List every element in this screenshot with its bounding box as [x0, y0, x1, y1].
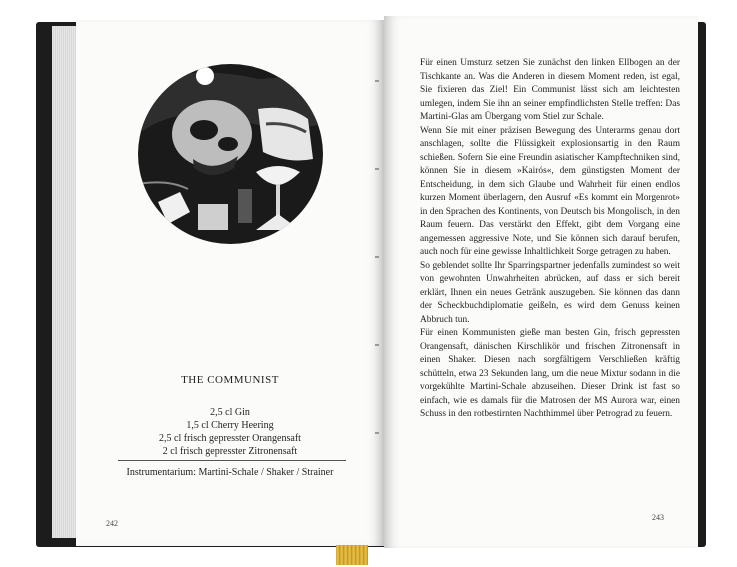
ingredient-item: 2,5 cl frisch gepresster Orangensaft — [159, 433, 301, 444]
paragraph: Für einen Umsturz setzen Sie zunächst den linken Ellbogen an der Tischkante an. Was die Anderen in diesem Moment reden, ist egal, Sie fixieren das Ziel! Ein Communist lässt sich am leichtesten umlegen, indem Sie ihn an seiner empfindlichsten Stelle treffen: Das Martini-Glas am Übergang vom Stiel zur Schale. — [420, 58, 680, 122]
binding-thread — [375, 432, 379, 434]
illustration-art — [138, 64, 323, 244]
binding-thread — [375, 80, 379, 82]
ingredient-item: 1,5 cl Cherry Heering — [186, 420, 274, 431]
binding-thread — [375, 256, 379, 258]
paragraph: So geblendet sollte Ihr Sparringspartner jedenfalls zumindest so weit von gewohnten Unwahrheiten abrücken, auf dass er sich bereit erklärt, Ihnen ein neues Getränk auszugeben. Sie können das dann der Scheckbuchdiplomatie geißeln, es wird dem Genuss keinen Abbruch tun. — [420, 260, 680, 325]
binding-thread — [375, 344, 379, 346]
page-number-left: 242 — [106, 519, 118, 528]
left-page — [76, 20, 384, 546]
binding-thread — [375, 168, 379, 170]
body-text — [420, 57, 680, 422]
ingredient-item: 2 cl frisch gepresster Zitronensaft — [162, 446, 298, 457]
right-page — [384, 16, 698, 548]
paragraph: Für einen Kommunisten gieße man besten Gin, frisch gepressten Orangensaft, dänischen Kirschlikör und frischen Zitronensaft in einen Shaker. Diesen nach sorgfältigem Verschließen kräftig schütteln, etwa 23 Sekunden lang, um die neue Mixtur sodann in die vorgekühlte Martini-Schale abzuseihen. Dieser Drink ist fast so einfach, wie es damals für die Matrosen der MS Aurora war, einen Schuss in den rotbestirnten Nachthimmel über Petrograd zu feuern. — [420, 328, 680, 419]
ingredient-list — [76, 406, 384, 458]
ingredient-item: 2,5 cl Gin — [210, 407, 250, 418]
recipe-title: THE COMMUNIST — [181, 374, 279, 386]
divider-rule — [118, 460, 346, 461]
bookmark-ribbon — [336, 545, 368, 565]
tools-line: Instrumentarium: Martini-Schale / Shaker / Strainer — [126, 467, 334, 478]
paragraph: Wenn Sie mit einer präzisen Bewegung des Unterarms genau dort anschlagen, sollte die Flüssigkeit explosionsartig in den Raum schießen. Sofern Sie eine Freundin asiatischer Kampftechniken sind, können Sie in diesem »Kairós«, dem günstigsten Moment der Entscheidung, in dem sich Glaube und Wahrheit für einen endlos kurzen Moment überlagern, den Ausruf «Es kommt ein Morgenrot» in den Sprachen des Kontinents, von Deutsch bis Mongolisch, in den Raum feuern. Das verstärkt den Effekt, gibt dem Vorgang eine angemessen aggressive Note, und Sie können sich darauf berufen, auch noch für eine gewisse Inhaltlichkeit Sorge getragen zu haben. — [420, 125, 680, 257]
cocktail-illustration — [138, 64, 323, 244]
page-number-right: 243 — [652, 513, 664, 522]
